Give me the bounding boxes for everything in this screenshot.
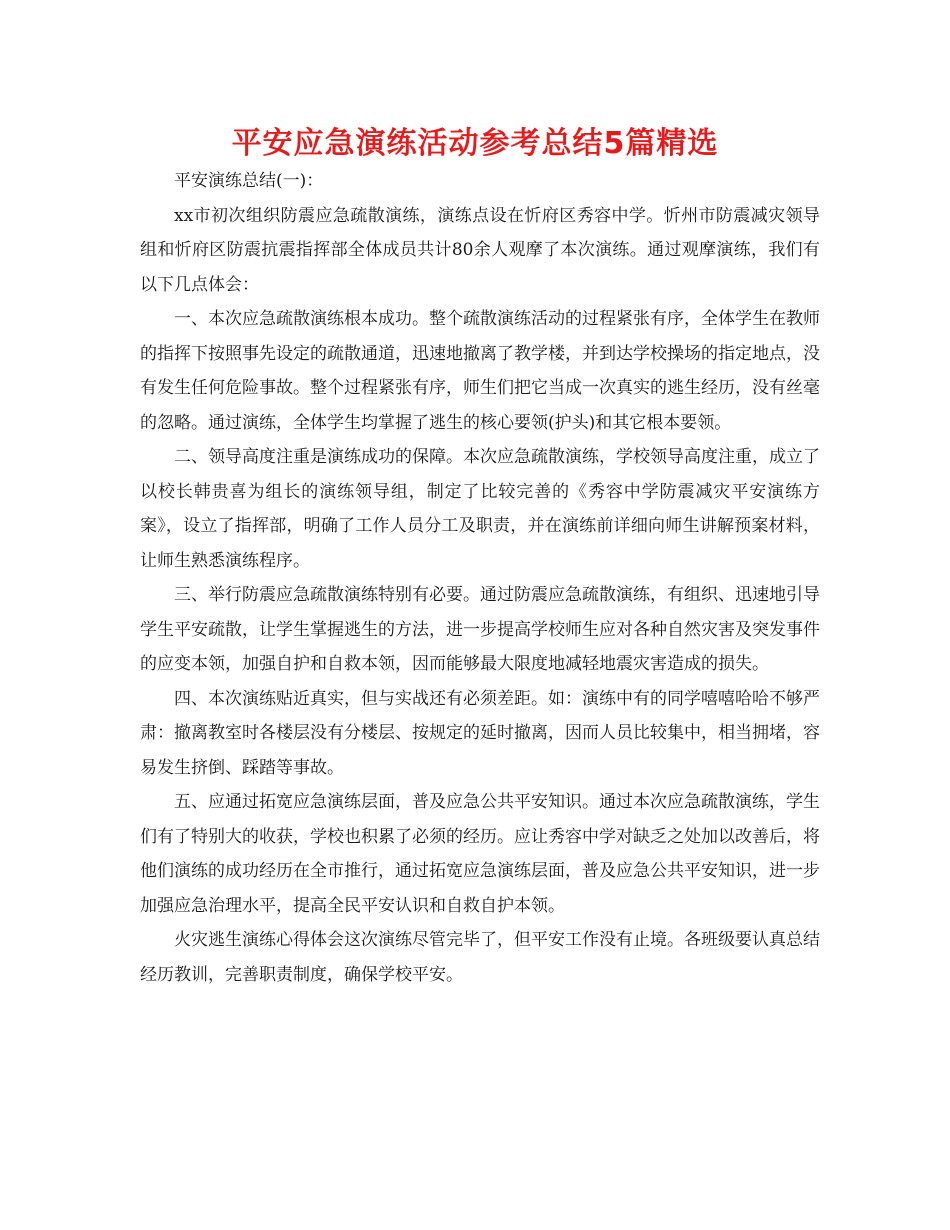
paragraph-point-1: 一、本次应急疏散演练根本成功。整个疏散演练活动的过程紧张有序，全体学生在教师的指挥下按照事先设定的疏散通道，迅速地撤离了教学楼，并到达学校操场的指定地点，没有发生任何危险事故。整个过程紧张有序，师生们把它当成一次真实的逃生经历，没有丝毫的忽略。通过演练，全体学生均掌握了逃生的核心要领(护头)和其它根本要领。 [140, 309, 820, 433]
document-title: 平安应急演练活动参考总结5篇精选 [231, 126, 719, 161]
document-body [140, 164, 820, 992]
paragraph-closing: 火灾逃生演练心得体会这次演练尽管完毕了，但平安工作没有止境。各班级要认真总结经历教训，完善职责制度，确保学校平安。 [140, 930, 820, 985]
paragraph-point-5: 五、应通过拓宽应急演练层面，普及应急公共平安知识。通过本次应急疏散演练，学生们有了特别大的收获，学校也积累了必须的经历。应让秀容中学对缺乏之处加以改善后，将他们演练的成功经历在全市推行，通过拓宽应急演练层面，普及应急公共平安知识，进一步加强应急治理水平，提高全民平安认识和自救自护本领。 [140, 792, 820, 916]
paragraph-point-2: 二、领导高度注重是演练成功的保障。本次应急疏散演练，学校领导高度注重，成立了以校长韩贵喜为组长的演练领导组，制定了比较完善的《秀容中学防震减灾平安演练方案》，设立了指挥部，明确了工作人员分工及职责，并在演练前详细向师生讲解预案材料，让师生熟悉演练程序。 [140, 447, 820, 571]
paragraph-point-3: 三、举行防震应急疏散演练特别有必要。通过防震应急疏散演练，有组织、迅速地引导学生平安疏散，让学生掌握逃生的方法，进一步提高学校师生应对各种自然灾害及突发事件的应变本领，加强自护和自救本领，因而能够最大限度地减轻地震灾害造成的损失。 [140, 585, 820, 674]
paragraph-intro: xx市初次组织防震应急疏散演练，演练点设在忻府区秀容中学。忻州市防震减灾领导组和忻府区防震抗震指挥部全体成员共计80余人观摩了本次演练。通过观摩演练，我们有以下几点体会： [140, 205, 820, 295]
section-heading: 平安演练总结(一)： [174, 171, 324, 191]
paragraph-point-4: 四、本次演练贴近真实，但与实战还有必须差距。如：演练中有的同学嘻嘻哈哈不够严肃：撤离教室时各楼层没有分楼层、按规定的延时撤离，因而人员比较集中，相当拥堵，容易发生挤倒、踩踏等事故。 [140, 688, 820, 778]
